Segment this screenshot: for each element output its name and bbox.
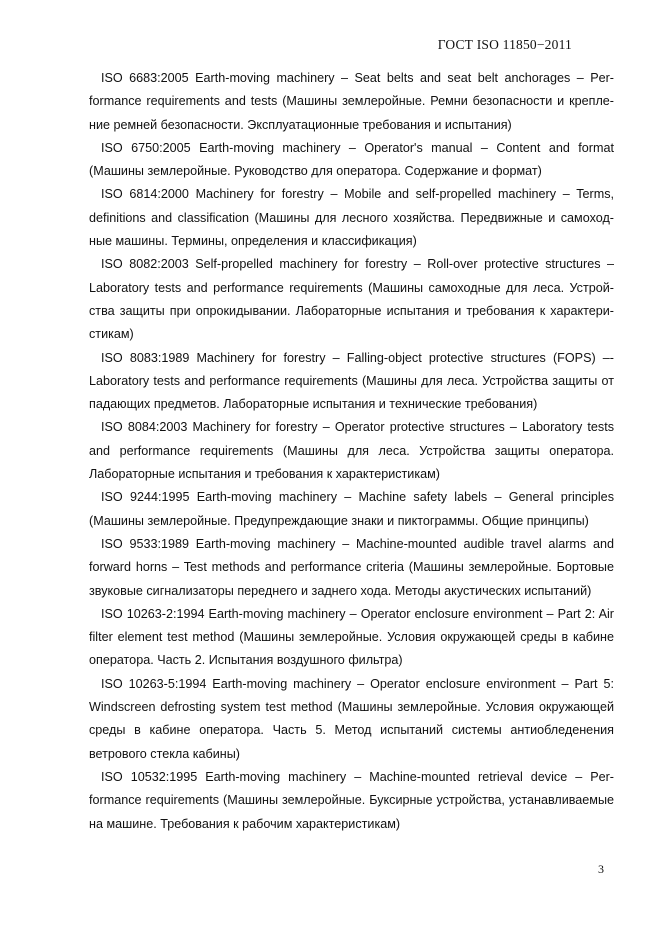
reference-entry: ISO 6683:2005 Earth-moving machinery – Seat belts and seat belt anchorages – Performance requirements and tests (Машины землеройные. Ремни безопасности и крепление ремней безопасности. Эксплуатационные требования и испытания) (89, 71, 614, 132)
document-header (438, 37, 572, 53)
reference-entry: ISO 6750:2005 Earth-moving machinery – Operator's manual – Content and format (Машины землеройные. Руководство для оператора. Содержание и формат) (89, 140, 614, 179)
standard-code: ГОСТ ISO 11850−2011 (437, 37, 572, 52)
reference-entry: ISO 9533:1989 Earth-moving machinery – Machine-mounted audible travel alarms and forward horns – Test methods and performance criteria (Машины землеройные. Бортовые звуковые сигнализаторы переднего и заднего хода. Методы акустических испытаний) (89, 536, 614, 598)
reference-entry: ISO 8082:2003 Self-propelled machinery for forestry – Roll-over protective structures – Laboratory tests and performance requirements (Машины самоходные для леса. Устройства защиты при опрокидывании. Лабораторные испытания и требования к характеристикам) (89, 257, 614, 342)
reference-entry: ISO 9244:1995 Earth-moving machinery – Machine safety labels – General principles (Машины землеройные. Предупреждающие знаки и пиктограммы. Общие принципы) (89, 490, 614, 528)
reference-entry: ISO 6814:2000 Machinery for forestry – Mobile and self-propelled machinery – Terms, definitions and classification (Машины для лесного хозяйства. Передвижные и самоходные машины. Термины, определения и классификация) (89, 187, 614, 249)
reference-entry: ISO 8083:1989 Machinery for forestry – Falling-object protective structures (FOPS) –- Laboratory tests and performance requirements (Машины для леса. Устройства защиты от падающих предметов. Лабораторные испытания и технические требования) (89, 350, 614, 412)
reference-list (89, 67, 614, 836)
reference-entry: ISO 10263-5:1994 Earth-moving machinery – Operator enclosure environment – Part 5: Windscreen defrosting system test method (Машины землеройные. Условия окружающей среды в кабине оператора. Часть 5. Метод испытаний системы антиобледенения ветрового стекла кабины) (89, 676, 614, 761)
reference-entry: ISO 8084:2003 Machinery for forestry – Operator protective structures – Laboratory tests and performance requirements (Машины для леса. Устройства защиты оператора. Лабораторные испытания и требования к характеристикам) (89, 420, 614, 482)
page-number: 3 (598, 862, 604, 876)
reference-entry: ISO 10532:1995 Earth-moving machinery – Machine-mounted retrieval device – Performance requirements (Машины землеройные. Буксирные устройства, устанавливаемые на машине. Требования к рабочим характеристикам) (89, 769, 614, 831)
reference-entry: ISO 10263-2:1994 Earth-moving machinery – Operator enclosure environment – Part 2: Air filter element test method (Машины землеройные. Условия окружающей среды в кабине оператора. Часть 2. Испытания воздушного фильтра) (89, 606, 614, 668)
